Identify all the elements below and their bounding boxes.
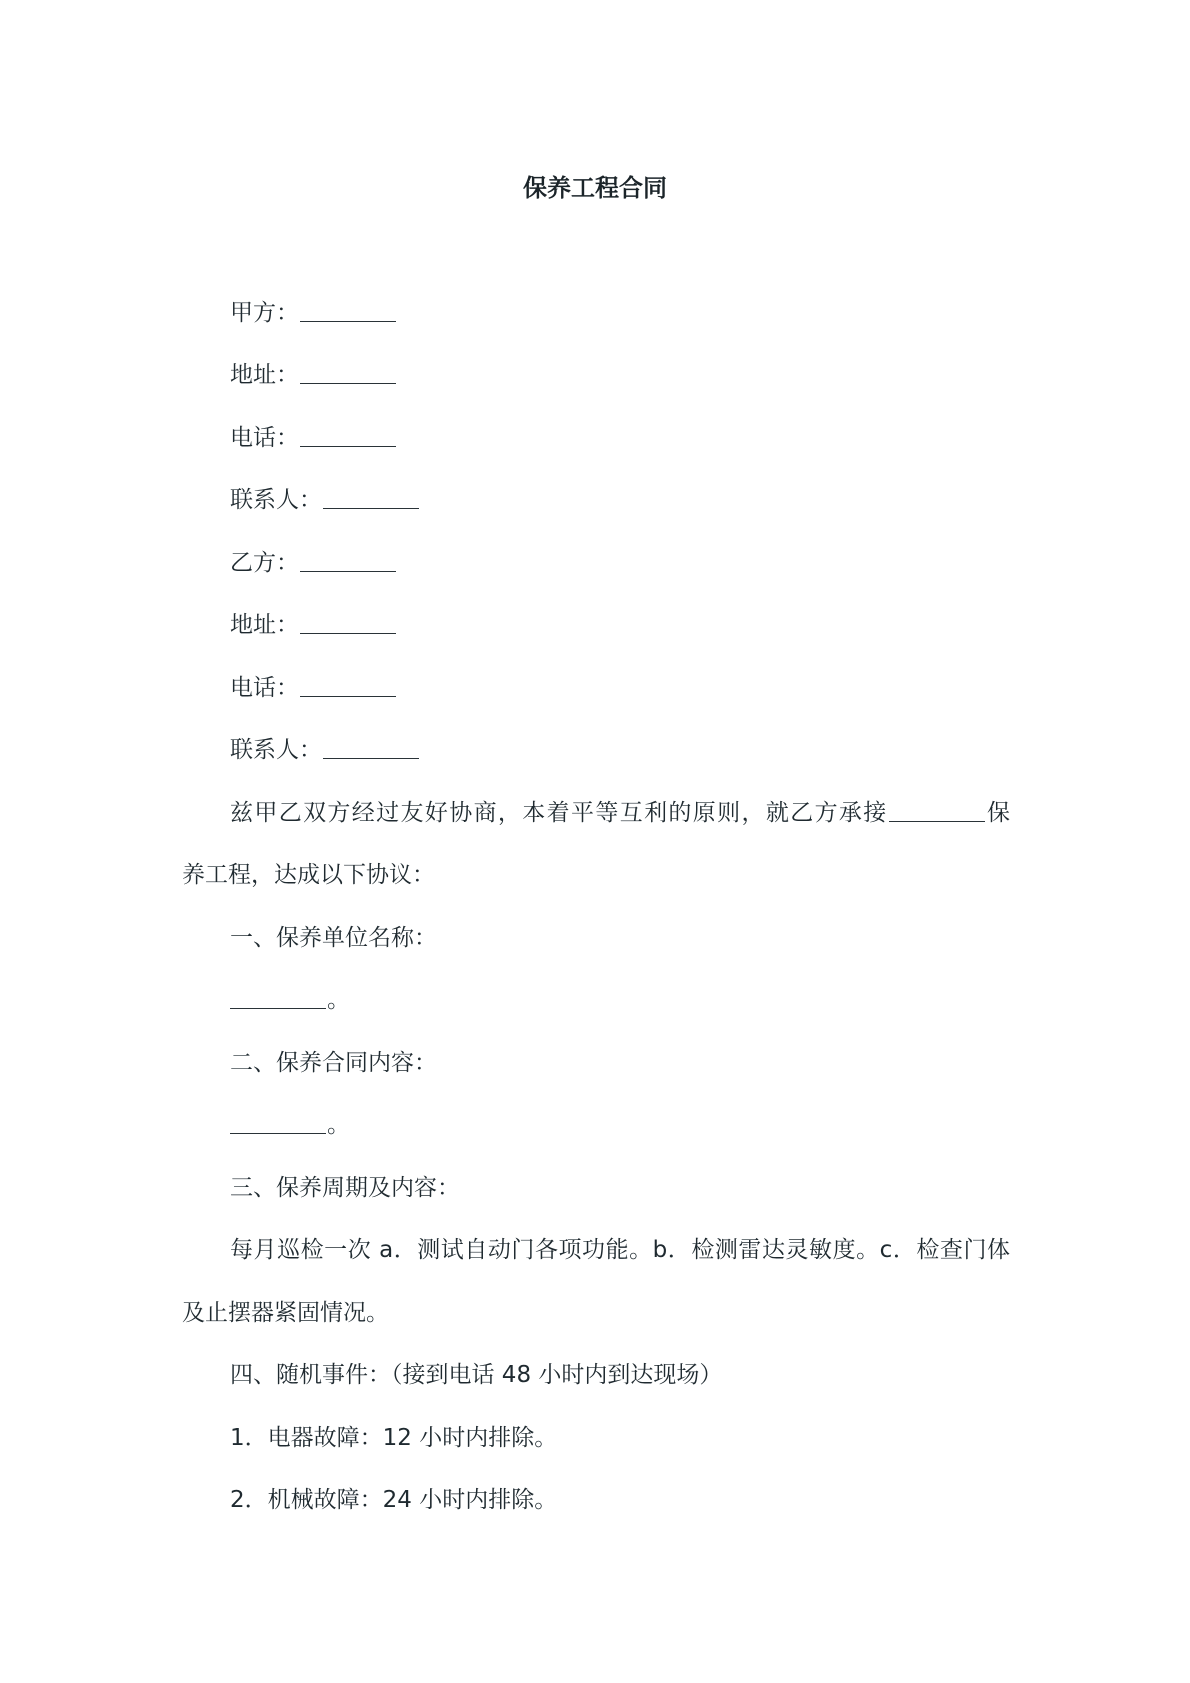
party-b-address-blank: [300, 609, 396, 634]
section-1-heading: 一、保养单位名称：: [230, 925, 437, 951]
preamble-line-2: 养工程，达成以下协议：: [182, 862, 435, 888]
party-b-name-blank: [300, 547, 396, 572]
party-a-contact-row: [182, 484, 1010, 516]
section-1-blank: [230, 984, 326, 1009]
party-b-address-row: [182, 609, 1010, 641]
section-3-heading: 三、保养周期及内容：: [230, 1175, 460, 1201]
party-a-phone-row: [182, 422, 1010, 454]
preamble-line-1: [182, 797, 1010, 829]
party-a-name-row: [182, 297, 1010, 329]
party-a-name-label: 甲方：: [230, 300, 299, 326]
party-b-address-label: 地址：: [230, 612, 299, 638]
party-b-contact-label: 联系人：: [230, 737, 322, 763]
preamble-text-before: 兹甲乙双方经过友好协商，本着平等互利的原则，就乙方承接: [230, 800, 888, 826]
section-3-line-2: 及止摆器紧固情况。: [182, 1300, 389, 1326]
section-1-value-row: [182, 984, 1010, 1016]
party-b-phone-blank: [300, 672, 396, 697]
section-3-line-1: 每月巡检一次 a．测试自动门各项功能。b．检测雷达灵敏度。c．检查门体: [230, 1237, 1010, 1263]
party-a-address-blank: [300, 359, 396, 384]
party-a-contact-label: 联系人：: [230, 487, 322, 513]
section-2-value-row: [182, 1109, 1010, 1141]
section-4-heading: 四、随机事件：（接到电话 48 小时内到达现场）: [230, 1362, 723, 1388]
section-1-suffix: 。: [327, 987, 350, 1013]
document-title: 保养工程合同: [523, 174, 667, 202]
party-a-phone-label: 电话：: [230, 425, 299, 451]
section-2-heading: 二、保养合同内容：: [230, 1050, 437, 1076]
party-a-name-blank: [300, 297, 396, 322]
party-b-contact-blank: [323, 734, 419, 759]
section-2-suffix: 。: [327, 1112, 350, 1138]
party-b-name-label: 乙方：: [230, 550, 299, 576]
section-4-item-2: 2．机械故障：24 小时内排除。: [230, 1487, 558, 1513]
party-a-address-row: [182, 359, 1010, 391]
project-name-blank: [889, 797, 985, 822]
party-a-address-label: 地址：: [230, 362, 299, 388]
party-b-name-row: [182, 547, 1010, 579]
preamble-text-after: 保: [985, 800, 1011, 826]
party-a-contact-blank: [323, 484, 419, 509]
section-2-blank: [230, 1109, 326, 1134]
party-b-phone-row: [182, 672, 1010, 704]
party-b-contact-row: [182, 734, 1010, 766]
section-4-item-1: 1．电器故障：12 小时内排除。: [230, 1425, 558, 1451]
party-a-phone-blank: [300, 422, 396, 447]
party-b-phone-label: 电话：: [230, 675, 299, 701]
